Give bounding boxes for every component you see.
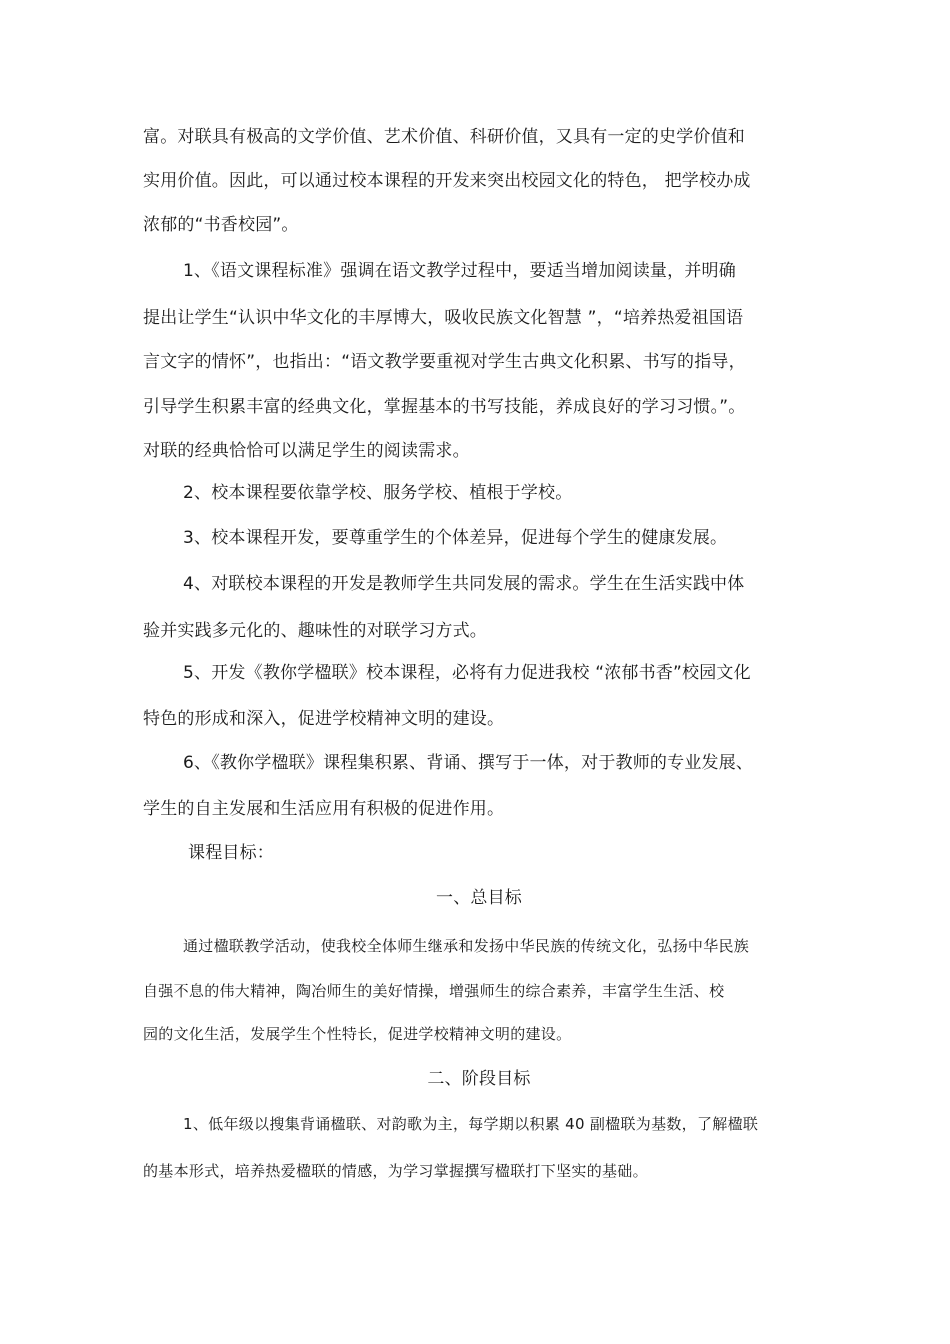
point-1-line-3: 言文字的情怀”，也指出：“语文教学要重视对学生古典文化积累、书写的指导， (143, 352, 746, 372)
stage-goal-heading: 二、阶段目标 (427, 1069, 531, 1089)
point-1-line-5: 对联的经典恰恰可以满足学生的阅读需求。 (143, 441, 470, 461)
point-5-line-2: 特色的形成和深入，促进学校精神文明的建设。 (143, 709, 505, 729)
overall-goal-heading: 一、总目标 (436, 888, 522, 908)
point-1-line-1: 1、《语文课程标准》强调在语文教学过程中，要适当增加阅读量，并明确 (183, 261, 736, 281)
intro-line-1: 富。对联具有极高的文学价值、艺术价值、科研价值，又具有一定的史学价值和 (143, 127, 745, 147)
overall-goal-line-2: 自强不息的伟大精神，陶冶师生的美好情操，增强师生的综合素养，丰富学生生活、校 (143, 982, 725, 1000)
point-1-line-4: 引导学生积累丰富的经典文化，掌握基本的书写技能，养成良好的学习习惯。”。 (143, 397, 746, 417)
point-2-line-1: 2、校本课程要依靠学校、服务学校、植根于学校。 (183, 483, 573, 503)
stage-goal-line-2: 的基本形式，培养热爱楹联的情感，为学习掌握撰写楹联打下坚实的基础。 (143, 1162, 648, 1180)
intro-line-2: 实用价值。因此，可以通过校本课程的开发来突出校园文化的特色， 把学校办成 (143, 171, 751, 191)
point-5-line-1: 5、开发《教你学楹联》校本课程，必将有力促进我校 “浓郁书香”校园文化 (183, 663, 751, 683)
point-1-line-2: 提出让学生“认识中华文化的丰厚博大，吸收民族文化智慧 ”，“培养热爱祖国语 (143, 308, 744, 328)
intro-line-3: 浓郁的“书香校园”。 (143, 215, 299, 235)
overall-goal-line-1: 通过楹联教学活动，使我校全体师生继承和发扬中华民族的传统文化，弘扬中华民族 (183, 937, 750, 955)
point-4-line-2: 验并实践多元化的、趣味性的对联学习方式。 (143, 621, 487, 641)
stage-goal-line-1: 1、低年级以搜集背诵楹联、对韵歌为主，每学期以积累 40 副楹联为基数，了解楹联 (183, 1115, 759, 1133)
point-3-line-1: 3、校本课程开发，要尊重学生的个体差异，促进每个学生的健康发展。 (183, 528, 728, 548)
point-4-line-1: 4、对联校本课程的开发是教师学生共同发展的需求。学生在生活实践中体 (183, 574, 745, 594)
goals-label: 课程目标： (188, 843, 274, 863)
point-6-line-1: 6、《教你学楹联》课程集积累、背诵、撰写于一体，对于教师的专业发展、 (183, 753, 754, 773)
overall-goal-line-3: 园的文化生活，发展学生个性特长，促进学校精神文明的建设。 (143, 1025, 572, 1043)
point-6-line-2: 学生的自主发展和生活应用有积极的促进作用。 (143, 799, 505, 819)
